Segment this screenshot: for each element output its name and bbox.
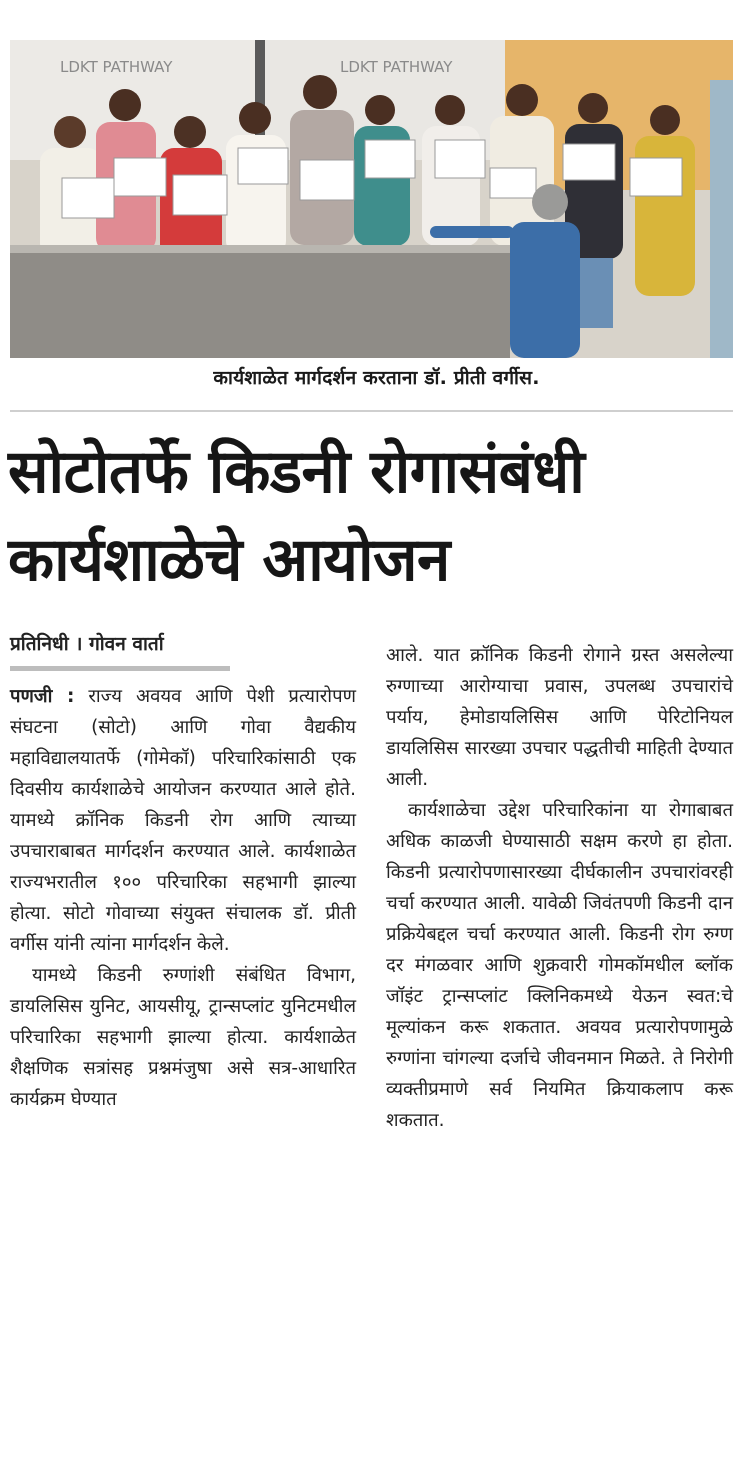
banner-text-left: LDKT PATHWAY [60,58,173,76]
byline: प्रतिनिधी । गोवन वार्ता [10,633,164,655]
article-paragraph-1 [10,681,356,960]
news-photo [10,40,733,358]
article-paragraph-4: कार्यशाळेचा उद्देश परिचारिकांना या रोगाबाबत अधिक काळजी घेण्यासाठी सक्षम करणे हा होता. किडनी प्रत्यारोपणासारख्या दीर्घकालीन उपचारांवरही चर्चा करण्यात आली. यावेळी जिवंतपणी किडनी दान प्रक्रियेबद्दल चर्चा करण्यात आली. किडनी रोग रुग्ण दर मंगळवार आणि शुक्रवारी गोमकॉमधील ब्लॉक जॉइंट ट्रान्सप्लांट क्लिनिकमध्ये येऊन स्वत:चे मूल्यांकन करू शकतात. अवयव प्रत्यारोपणामुळे रुग्णांना चांगल्या दर्जाचे जीवनमान मिळते. ते निरोगी व्यक्तीप्रमाणे सर्व नियमित क्रियाकलाप करू शकतात. [386,800,733,1131]
table-edge [10,245,510,253]
article-column-right [386,640,733,1136]
headline [8,428,748,604]
caption-divider [10,410,733,412]
banner-text-right: LDKT PATHWAY [340,58,453,76]
photo-caption: कार्यशाळेत मार्गदर्शन करताना डॉ. प्रीती वर्गीस. [213,367,540,389]
article-column-left [10,628,356,1115]
dateline: पणजी : [10,686,75,707]
article-paragraph-2: यामध्ये किडनी रुग्णांशी संबंधित विभाग, डायलिसिस युनिट, आयसीयू, ट्रान्सप्लांट युनिटमधील परिचारिका सहभागी झाल्या होत्या. कार्यशाळेत शैक्षणिक सत्रांसह प्रश्नमंजुषा असे सत्र-आधारित कार्यक्रम घेण्यात [10,965,356,1110]
table [10,245,510,358]
headline-line-2: कार्यशाळेचे आयोजन [8,525,450,595]
side-rack [710,80,733,358]
article-paragraph-1-text: राज्य अवयव आणि पेशी प्रत्यारोपण संघटना (सोटो) आणि गोवा वैद्यकीय महाविद्यालयातर्फे (गोमेकॉ) परिचारिकांसाठी एक दिवसीय कार्यशाळेचे आयोजन करण्यात आले होते. यामध्ये क्रॉनिक किडनी रोग आणि त्याच्या उपचाराबाबत मार्गदर्शन करण्यात आले. कार्यशाळेत राज्यभरातील १०० परिचारिका सहभागी झाल्या होत्या. सोटो गोवाच्या संयुक्त संचालक डॉ. प्रीती वर्गीस यांनी त्यांना मार्गदर्शन केले. [10,686,356,955]
article-paragraph-3: आले. यात क्रॉनिक किडनी रोगाने ग्रस्त असलेल्या रुग्णाच्या आरोग्याचा प्रवास, उपलब्ध उपचारांचे पर्याय, हेमोडायलिसिस आणि पेरिटोनियल डायलिसिस सारख्या उपचार पद्धतीची माहिती देण्यात आली. [386,645,733,790]
headline-line-1: सोटोतर्फे किडनी रोगासंबंधी [8,437,585,507]
byline-underline [10,666,230,671]
workshop-photo-illustration [10,40,733,358]
